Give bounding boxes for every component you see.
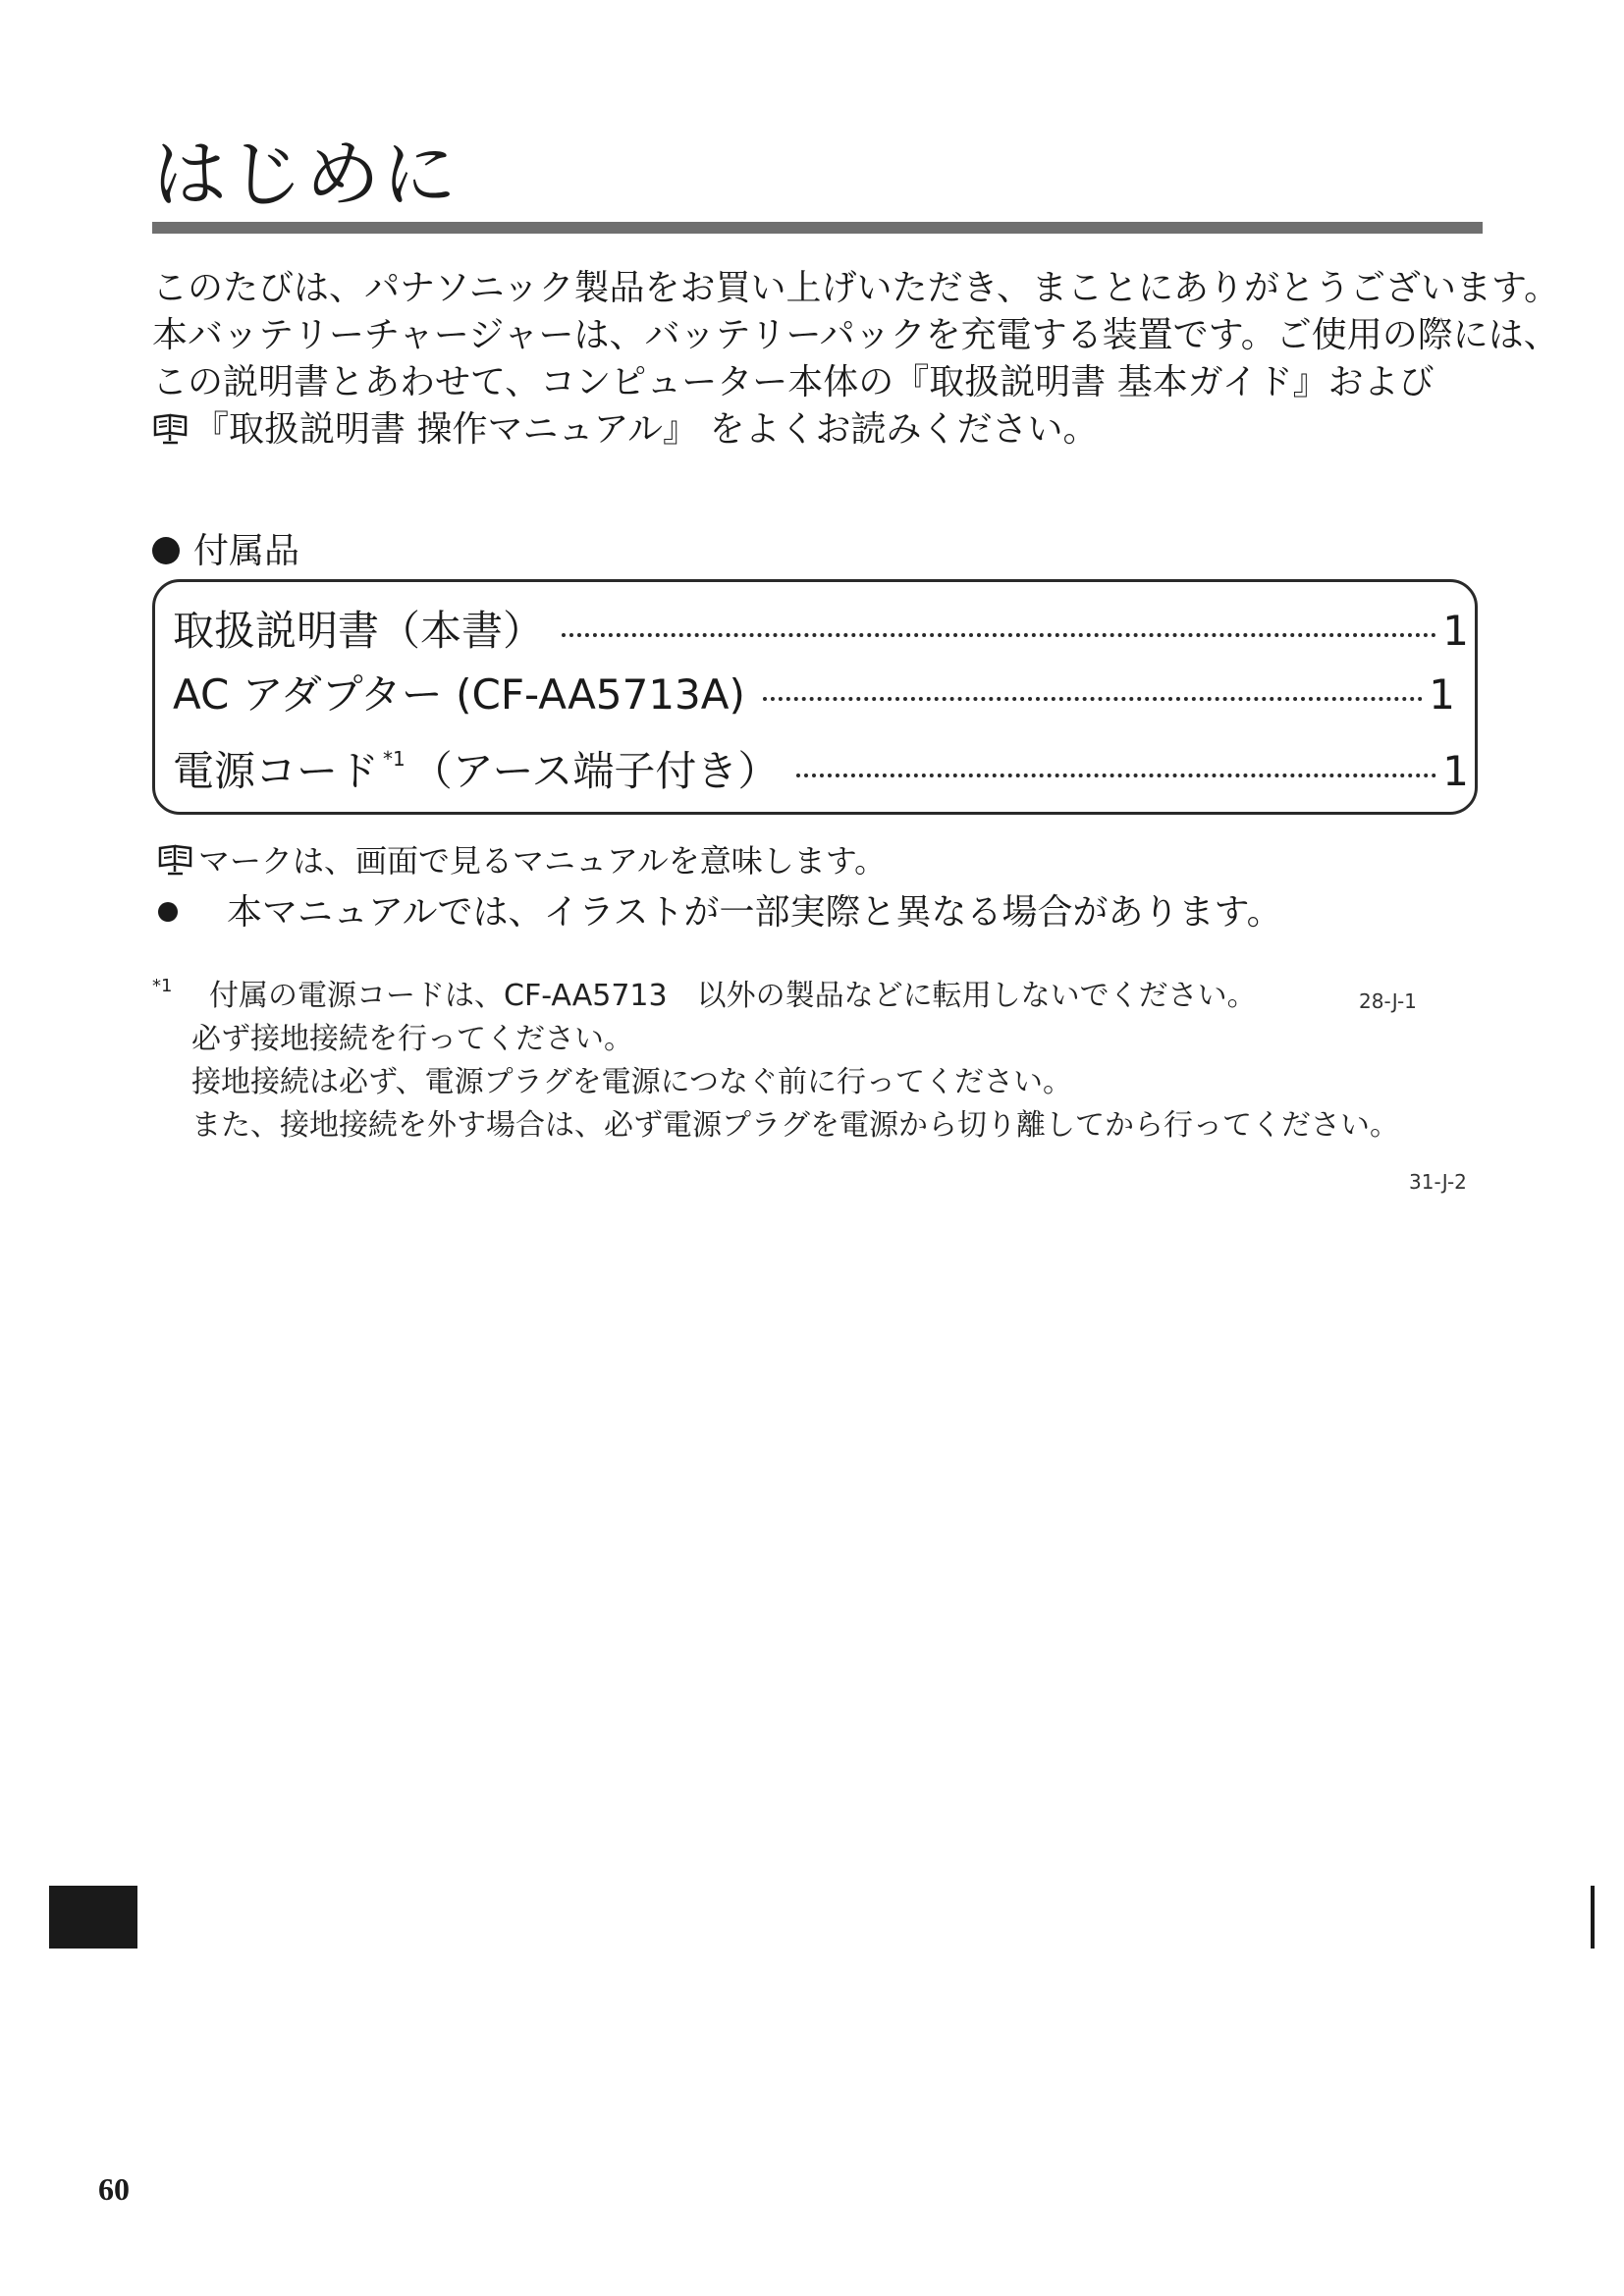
accessory-qty: 1: [1442, 607, 1469, 655]
footnote-line-1: [152, 975, 1527, 1018]
page-number: 60: [98, 2171, 130, 2207]
footnote-ref: *1: [383, 747, 406, 771]
accessory-name: 取扱説明書（本書）: [173, 607, 545, 655]
page-title: はじめに: [152, 131, 459, 218]
accessory-row: [173, 602, 1469, 661]
illustration-note: [152, 888, 1282, 937]
accessories-heading: [152, 528, 299, 575]
footnote: [152, 975, 1527, 1148]
accessory-name-main: 電源コード: [173, 747, 380, 795]
accessory-name: AC アダプター (CF-AA5713A): [173, 670, 745, 719]
title-underline: [152, 222, 1483, 234]
accessory-name-suffix: （アース端子付き）: [410, 747, 780, 795]
on-screen-manual-icon: [157, 843, 196, 875]
bullet-dot-icon: [152, 537, 180, 564]
intro-line-4: 『取扱説明書 操作マニュアル』 をよくお読みください。: [193, 409, 1099, 450]
dot-leader: [763, 697, 1423, 701]
intro-text: [152, 265, 1600, 454]
intro-line-3: この説明書とあわせて、コンピューター本体の『取扱説明書 基本ガイド』および: [152, 362, 1435, 402]
intro-line-4-wrapper: [152, 406, 1600, 454]
section-tab-marker: [49, 1886, 137, 1949]
accessories-heading-label: 付属品: [193, 531, 300, 571]
reference-code: 31-J-2: [1409, 1170, 1467, 1194]
dot-leader: [562, 633, 1436, 637]
accessory-qty: 1: [1442, 747, 1469, 795]
footnote-line-3: 接地接続は必ず、電源プラグを電源につなぐ前に行ってください。: [191, 1065, 1072, 1099]
accessories-box: [152, 579, 1478, 815]
accessory-row: [173, 729, 1469, 795]
manual-mark-note: [157, 839, 886, 882]
accessory-row: [173, 666, 1455, 724]
accessory-name: [173, 729, 779, 801]
on-screen-manual-icon: [152, 410, 191, 442]
edge-marker: [1591, 1886, 1595, 1949]
illustration-note-text: 本マニュアルでは、イラストが一部実際と異なる場合があります。: [227, 892, 1282, 933]
footnote-line-4: また、接地接続を外す場合は、必ず電源プラグを電源から切り離してから行ってください。: [191, 1108, 1399, 1143]
accessory-qty: 1: [1429, 670, 1455, 719]
footnote-mark: *1: [152, 976, 173, 996]
bullet-dot-icon: [158, 902, 178, 922]
dot-leader: [796, 774, 1436, 777]
intro-line-2: 本バッテリーチャージャーは、バッテリーパックを充電する装置です。ご使用の際には、: [152, 315, 1559, 355]
reference-code: 28-J-1: [1359, 989, 1417, 1013]
footnote-line-2: 必ず接地接続を行ってください。: [191, 1022, 633, 1056]
intro-line-1: このたびは、パナソニック製品をお買い上げいただき、まことにありがとうございます。: [152, 268, 1560, 308]
manual-mark-text: マークは、画面で見るマニュアルを意味します。: [198, 842, 887, 880]
footnote-line-1-text: 付属の電源コードは、CF-AA5713 以外の製品などに転用しないでください。: [209, 979, 1257, 1013]
